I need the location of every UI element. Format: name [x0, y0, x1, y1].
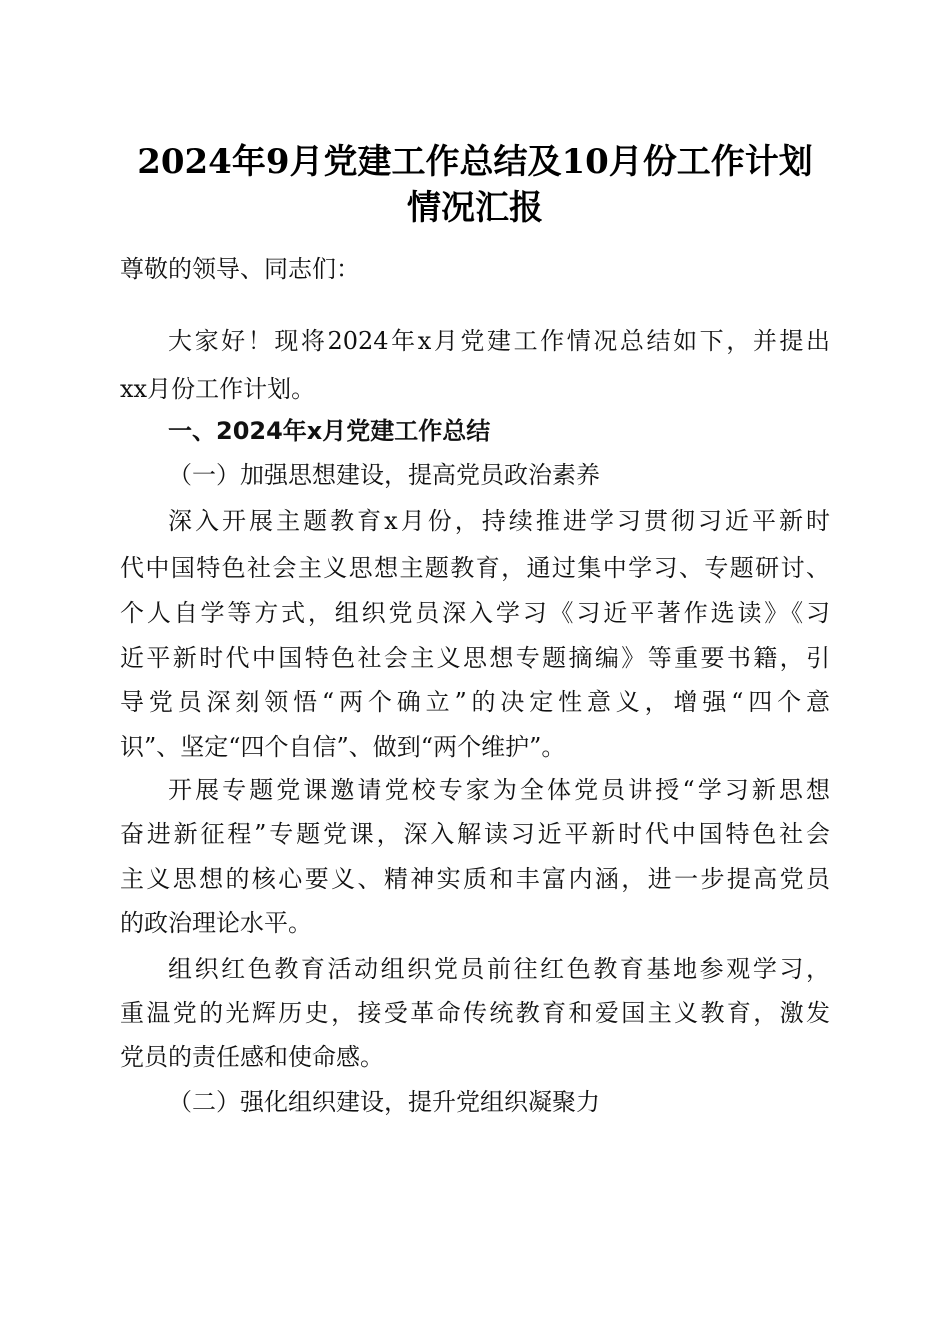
section-1-heading: 一、2024年x月党建工作总结 — [168, 417, 491, 445]
salutation: 尊敬的领导、同志们： — [120, 255, 360, 283]
para3-line-3: 党员的责任感和使命感。 — [120, 1043, 384, 1071]
para1-line-4: 近平新时代中国特色社会主义思想专题摘编》等重要书籍，引 — [120, 644, 830, 672]
intro-line-2: xx月份工作计划。 — [120, 375, 316, 403]
para2-line-3: 主义思想的核心要义、精神实质和丰富内涵，进一步提高党员 — [120, 865, 830, 893]
para1-line-2: 代中国特色社会主义思想主题教育，通过集中学习、专题研讨、 — [120, 554, 830, 582]
para3-line-2: 重温党的光辉历史，接受革命传统教育和爱国主义教育，激发 — [120, 999, 830, 1027]
document-title-line-2: 情况汇报 — [407, 188, 543, 228]
para3-line-1: 组织红色教育活动组织党员前往红色教育基地参观学习， — [168, 955, 830, 983]
subsection-1-heading: （一）加强思想建设，提高党员政治素养 — [168, 461, 600, 489]
para1-line-3: 个人自学等方式，组织党员深入学习《习近平著作选读》《习 — [120, 599, 830, 627]
para2-line-2: 奋进新征程”专题党课，深入解读习近平新时代中国特色社会 — [120, 820, 830, 848]
para1-line-5: 导党员深刻领悟“两个确立”的决定性意义，增强“四个意 — [120, 688, 830, 716]
document-title-line-1: 2024年9月党建工作总结及10月份工作计划 — [137, 142, 813, 182]
para2-line-1: 开展专题党课邀请党校专家为全体党员讲授“学习新思想 — [168, 776, 830, 804]
para2-line-4: 的政治理论水平。 — [120, 909, 312, 937]
subsection-2-heading: （二）强化组织建设，提升党组织凝聚力 — [168, 1088, 600, 1116]
para1-line-1: 深入开展主题教育x月份，持续推进学习贯彻习近平新时 — [168, 507, 830, 535]
para1-line-6: 识”、坚定“四个自信”、做到“两个维护”。 — [120, 733, 566, 761]
intro-line-1: 大家好！现将2024年x月党建工作情况总结如下，并提出 — [168, 327, 830, 355]
